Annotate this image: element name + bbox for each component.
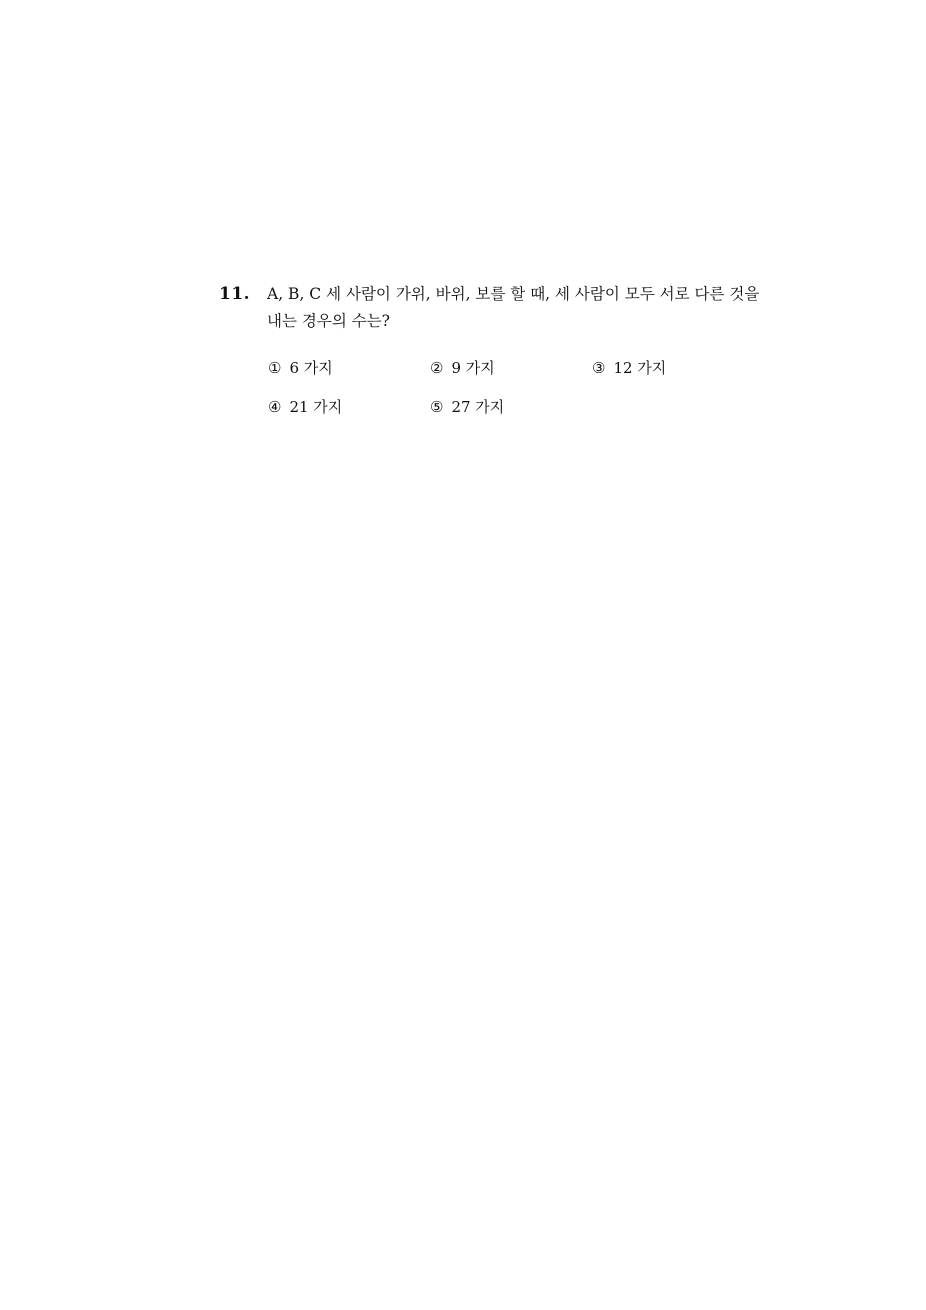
- choice-1-mark: ①: [268, 359, 282, 377]
- choice-4[interactable]: [268, 396, 342, 418]
- choice-1-label: 6 가지: [289, 359, 333, 377]
- choice-3-mark: ③: [592, 359, 606, 377]
- choice-2-mark: ②: [430, 359, 444, 377]
- choice-2-label: 9 가지: [451, 359, 495, 377]
- question-text-line-1: A, B, C 세 사람이 가위, 바위, 보를 할 때, 세 사람이 모두 서로 다른 것을: [267, 285, 760, 303]
- choice-3-label: 12 가지: [613, 359, 667, 377]
- choice-3[interactable]: [592, 357, 666, 379]
- choice-5[interactable]: [430, 396, 504, 418]
- choice-4-label: 21 가지: [289, 398, 343, 416]
- question-text: [267, 281, 767, 335]
- choice-5-label: 27 가지: [451, 398, 505, 416]
- choice-4-mark: ④: [268, 398, 282, 416]
- choice-1[interactable]: [268, 357, 333, 379]
- choice-5-mark: ⑤: [430, 398, 444, 416]
- question-text-line-2: 내는 경우의 수는?: [267, 312, 390, 330]
- question-number: 11.: [219, 284, 251, 304]
- choice-2[interactable]: [430, 357, 495, 379]
- answer-choices: [268, 357, 728, 437]
